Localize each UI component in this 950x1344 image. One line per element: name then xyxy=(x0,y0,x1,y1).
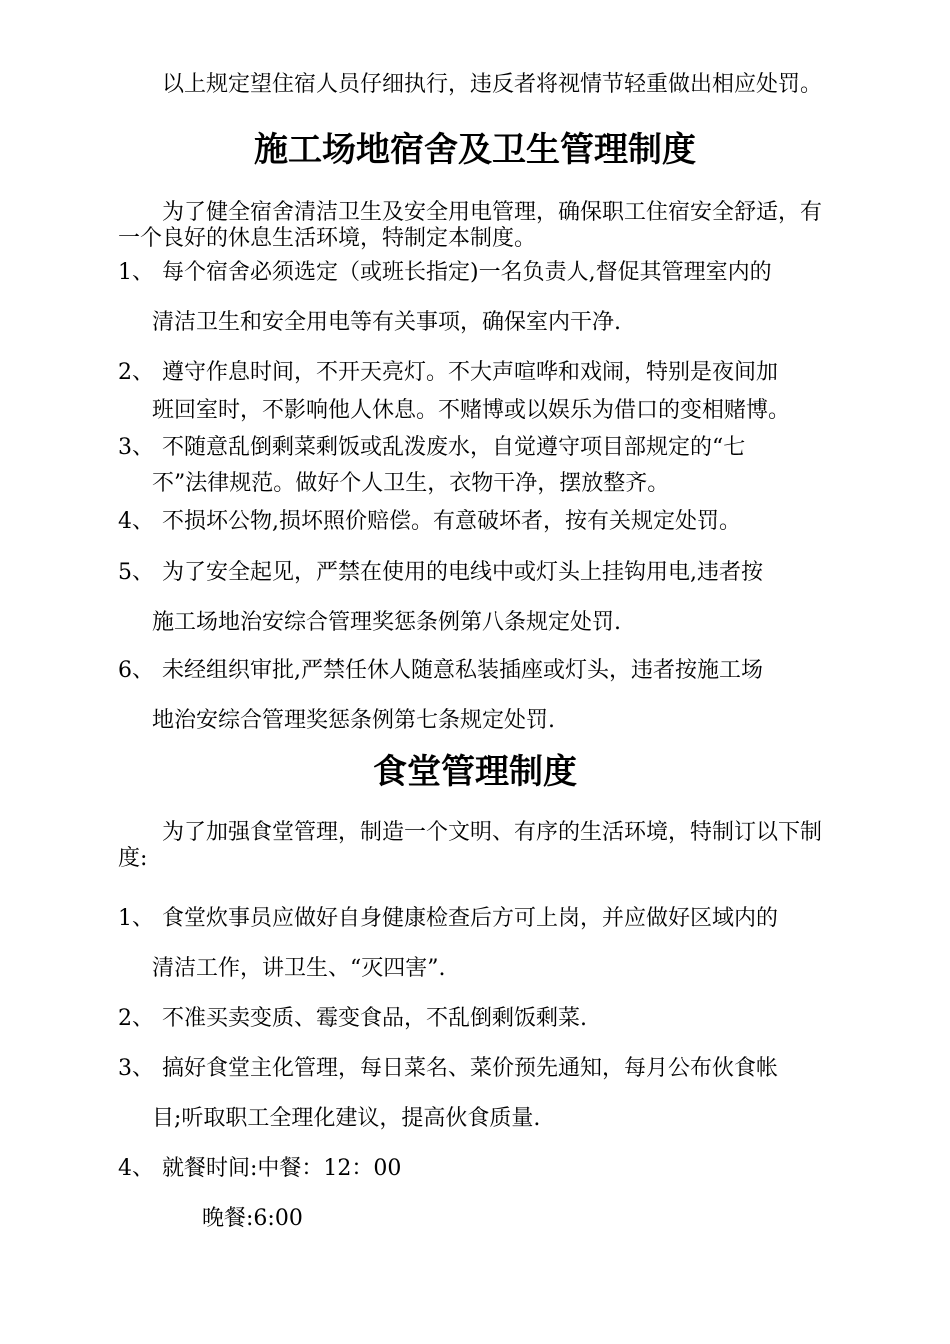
canteen-intro-paragraph: 为了加强食堂管理，制造一个文明、有序的生活环境，特制订以下制度: xyxy=(118,820,823,871)
item-text-cont: 施工场地治安综合管理奖惩条例第八条规定处罚. xyxy=(152,610,621,635)
item-text-cont: 清洁工作，讲卫生、“灭四害”. xyxy=(152,956,446,981)
item-text-cont: 不”法律规范。做好个人卫生，衣物干净，摆放整齐。 xyxy=(152,471,670,496)
item-number: 6、 xyxy=(118,658,154,683)
item-number: 1、 xyxy=(118,906,154,931)
dinner-time: 晚餐:6:00 xyxy=(202,1206,303,1231)
item-number: 3、 xyxy=(118,1056,154,1081)
item-text-cont: 清洁卫生和安全用电等有关事项，确保室内干净. xyxy=(152,310,621,335)
item-number: 3、 xyxy=(118,435,154,460)
item-text: 为了安全起见，严禁在使用的电线中或灯头上挂钩用电,违者按 xyxy=(162,560,763,585)
item-number: 1、 xyxy=(118,260,154,285)
canteen-title: 食堂管理制度 xyxy=(373,752,577,792)
item-text: 遵守作息时间，不开天亮灯。不大声喧哗和戏闹，特别是夜间加 xyxy=(162,360,779,385)
item-text-cont: 班回室时，不影响他人休息。不赌博或以娱乐为借口的变相赌博。 xyxy=(152,398,791,423)
dorm-title: 施工场地宿舍及卫生管理制度 xyxy=(254,130,696,170)
dorm-intro-paragraph: 为了健全宿舍清洁卫生及安全用电管理，确保职工住宿安全舒适，有一个良好的休息生活环境，特制定本制度。 xyxy=(118,200,823,251)
item-text: 不随意乱倒剩菜剩饭或乱泼废水，自觉遵守项目部规定的“七 xyxy=(162,435,746,460)
item-number: 4、 xyxy=(118,509,154,534)
item-text: 搞好食堂主化管理，每日菜名、菜价预先通知，每月公布伙食帐 xyxy=(162,1056,779,1081)
item-text-cont: 地治安综合管理奖惩条例第七条规定处罚. xyxy=(152,708,555,733)
item-text: 不损坏公物,损坏照价赔偿。有意破坏者，按有关规定处罚。 xyxy=(162,509,741,534)
item-number: 2、 xyxy=(118,1006,154,1031)
item-number: 4、 xyxy=(118,1156,154,1181)
item-number: 5、 xyxy=(118,560,154,585)
item-number: 2、 xyxy=(118,360,154,385)
item-text: 就餐时间:中餐：12：00 xyxy=(162,1156,402,1181)
item-text: 不准买卖变质、霉变食品，不乱倒剩饭剩菜. xyxy=(162,1006,587,1031)
item-text: 食堂炊事员应做好自身健康检查后方可上岗，并应做好区域内的 xyxy=(162,906,779,931)
item-text: 未经组织审批,严禁任休人随意私装插座或灯头，违者按施工场 xyxy=(162,658,763,683)
item-text: 每个宿舍必须选定（或班长指定)一名负责人,督促其管理室内的 xyxy=(162,260,772,285)
intro-paragraph: 以上规定望住宿人员仔细执行，违反者将视情节轻重做出相应处罚。 xyxy=(162,72,823,97)
item-text-cont: 目;听取职工全理化建议，提高伙食质量. xyxy=(152,1106,541,1131)
